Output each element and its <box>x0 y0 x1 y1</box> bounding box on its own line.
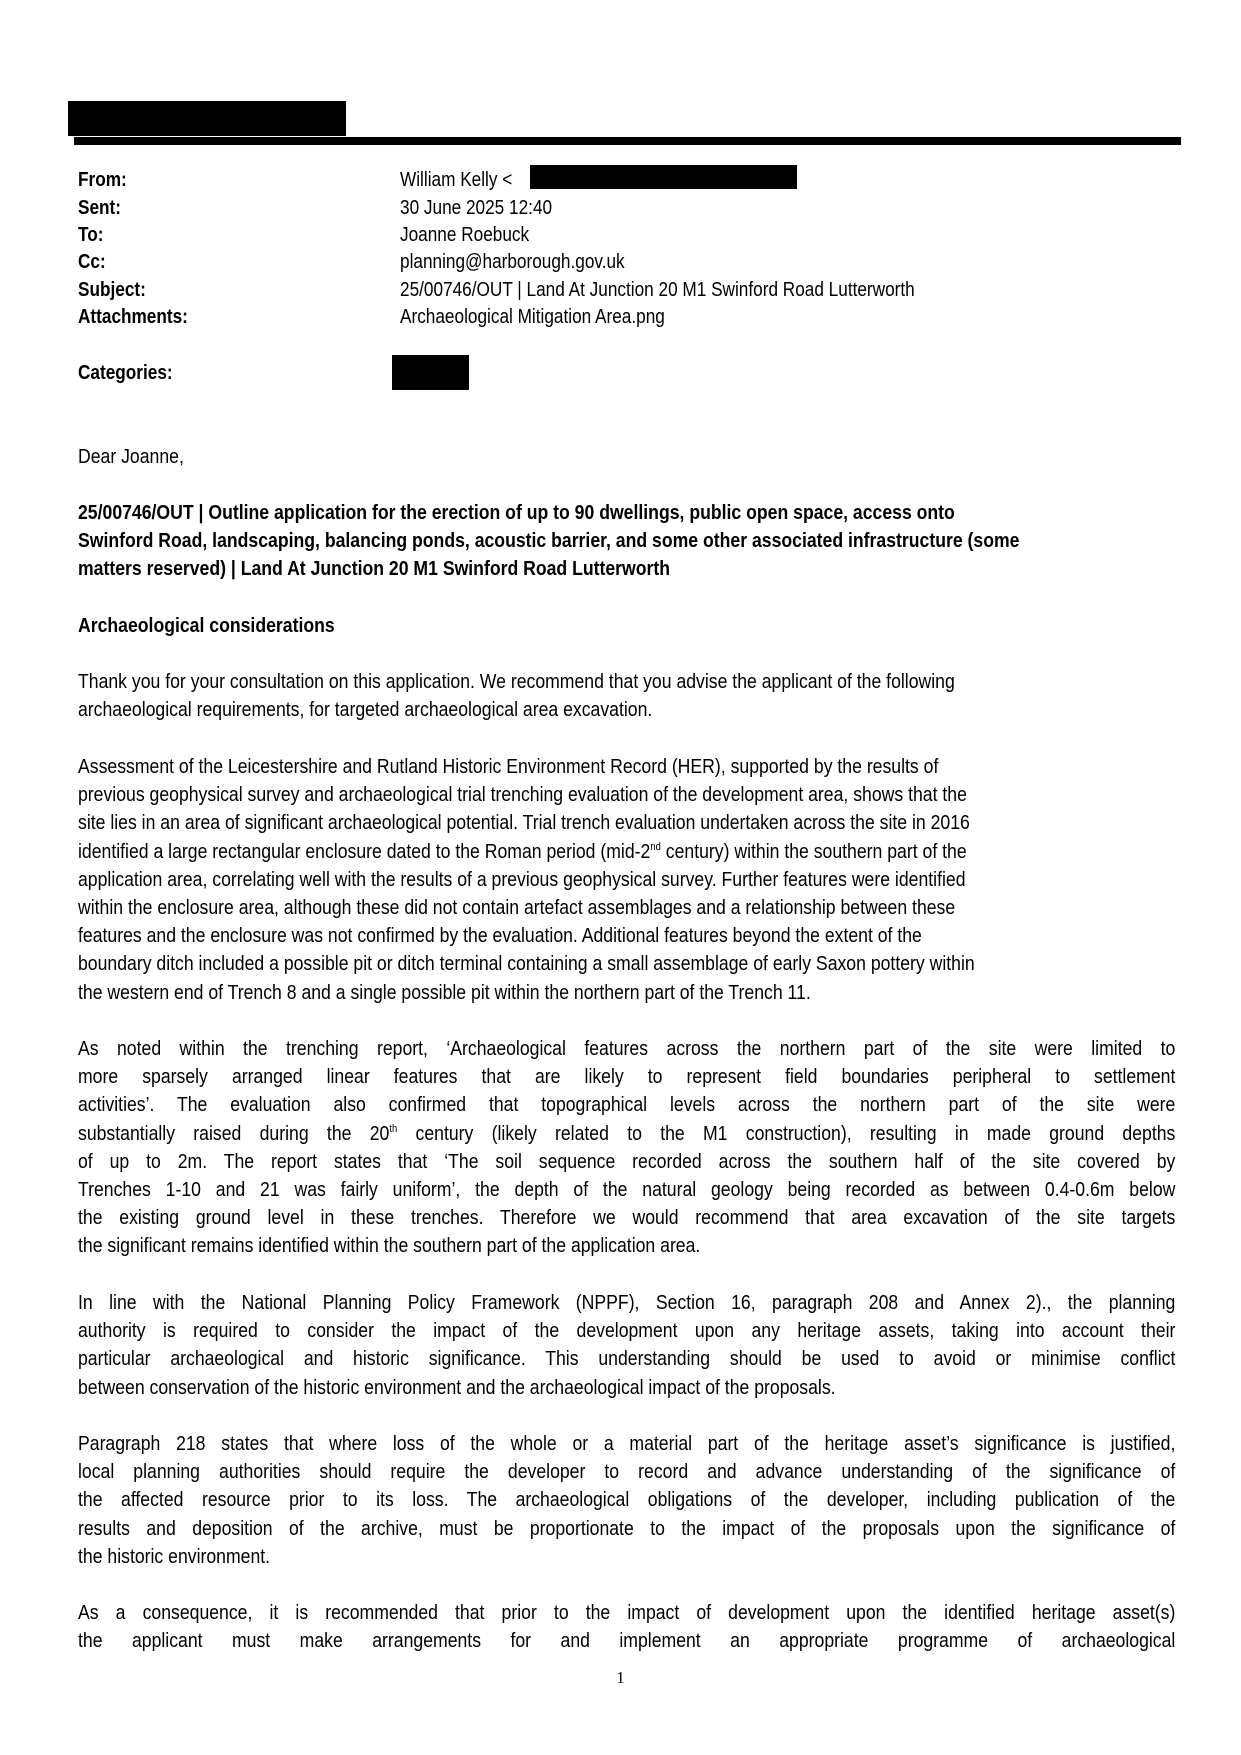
superscript: nd <box>650 840 661 853</box>
text-segment: archaeological requirements, for targeted archaeological area excavation. <box>78 698 653 722</box>
text-segment: site lies in an area of significant archaeological potential. Trial trench evaluation undertaken across the site in 2016 <box>78 811 970 835</box>
paragraph <box>78 668 1175 724</box>
text-line <box>78 1627 1175 1655</box>
text-segment: century (likely related to the M1 construction), resulting in made ground depths <box>397 1121 1176 1145</box>
text-segment: the significant remains identified within the southern part of the application area. <box>78 1234 701 1258</box>
paragraph <box>78 1289 1175 1402</box>
text-segment: authority is required to consider the impact of the development upon any heritage assets, taking into account their <box>78 1319 1176 1343</box>
text-line <box>78 809 1175 837</box>
paragraph <box>78 1430 1175 1571</box>
text-line <box>78 1486 1175 1514</box>
text-segment: substantially raised during the 20 <box>78 1121 390 1145</box>
application-title <box>78 499 1175 584</box>
text-line <box>78 950 1175 978</box>
text-line <box>78 1232 1175 1260</box>
text-segment: 25/00746/OUT | Outline application for the erection of up to 90 dwellings, public open space, access onto <box>78 501 955 524</box>
text-segment: Trenches 1-10 and 21 was fairly uniform’, the depth of the natural geology being recorded as between 0.4-0.6m below <box>78 1177 1176 1201</box>
text-line <box>78 1543 1175 1571</box>
paragraph <box>78 753 1175 1007</box>
text-segment: boundary ditch included a possible pit or ditch terminal containing a small assemblage of early Saxon pottery within <box>78 952 975 976</box>
text-line <box>78 555 1175 583</box>
text-line <box>78 1148 1175 1176</box>
text-line <box>78 1458 1175 1486</box>
text-segment: Thank you for your consultation on this application. We recommend that you advise the applicant of the following <box>78 670 955 693</box>
text-line <box>78 668 1175 696</box>
redacted-categories <box>392 355 469 390</box>
section-heading <box>78 612 1175 640</box>
text-segment: Paragraph 218 states that where loss of the whole or a material part of the heritage asset’s significance is justified, <box>78 1432 1176 1455</box>
text-line <box>78 1599 1175 1627</box>
header-label: Categories: <box>78 362 173 384</box>
header-divider <box>74 137 1181 145</box>
text-segment: activities’. The evaluation also confirmed that topographical levels across the northern part of the site were <box>78 1093 1176 1117</box>
header-value: Archaeological Mitigation Area.png <box>400 306 665 328</box>
text-segment: As a consequence, it is recommended that prior to the impact of development upon the identified heritage asset(s) <box>78 1601 1176 1624</box>
header-label: Attachments: <box>78 306 188 328</box>
header-label: To: <box>78 224 104 246</box>
text-segment: more sparsely arranged linear features that are likely to represent field boundaries peripheral to settlement <box>78 1065 1176 1089</box>
text-segment: Swinford Road, landscaping, balancing ponds, acoustic barrier, and some other associated infrastructure (some <box>78 529 1020 553</box>
paragraph <box>78 1035 1175 1261</box>
greeting <box>78 443 1175 471</box>
superscript: th <box>389 1122 398 1135</box>
text-line <box>78 866 1175 894</box>
greeting-text: Dear Joanne, <box>78 445 184 468</box>
text-segment: local planning authorities should require the developer to record and advance understanding of the significance of <box>78 1460 1176 1484</box>
text-line <box>78 1176 1175 1204</box>
text-segment: of up to 2m. The report states that ‘The soil sequence recorded across the southern half of the site covered by <box>78 1149 1176 1173</box>
text-segment: the affected resource prior to its loss. The archaeological obligations of the developer, including publication of the <box>78 1488 1176 1512</box>
text-line <box>78 1063 1175 1091</box>
text-line <box>78 1345 1175 1373</box>
header-value: 25/00746/OUT | Land At Junction 20 M1 Swinford Road Lutterworth <box>400 279 915 301</box>
text-segment: within the enclosure area, although these did not contain artefact assemblages and a relationship between these <box>78 895 956 919</box>
text-segment: the historic environment. <box>78 1544 271 1568</box>
text-segment: results and deposition of the archive, must be proportionate to the impact of the proposals upon the significance of <box>78 1516 1176 1540</box>
text-line <box>78 979 1175 1007</box>
text-segment: Assessment of the Leicestershire and Rutland Historic Environment Record (HER), supported by the results of <box>78 755 939 778</box>
header-value: Joanne Roebuck <box>400 224 530 246</box>
text-line <box>78 1430 1175 1458</box>
text-line <box>78 894 1175 922</box>
text-segment: As noted within the trenching report, ‘Archaeological features across the northern part of the site were limited to <box>78 1037 1176 1060</box>
header-value: William Kelly < <box>400 169 513 191</box>
header-label: Sent: <box>78 196 121 219</box>
text-line <box>78 1204 1175 1232</box>
header-label: From: <box>78 169 127 191</box>
text-segment: the existing ground level in these trenches. Therefore we would recommend that area excavation of the site targets <box>78 1206 1176 1230</box>
text-line <box>78 696 1175 724</box>
text-line <box>78 1035 1175 1063</box>
text-line <box>78 753 1175 781</box>
page-number: 1 <box>616 1668 625 1687</box>
text-segment: between conservation of the historic environment and the archaeological impact of the proposals. <box>78 1375 836 1399</box>
text-line <box>78 1515 1175 1543</box>
text-segment: features and the enclosure was not confirmed by the evaluation. Additional features beyond the extent of the <box>78 924 922 948</box>
text-line <box>78 612 1175 640</box>
text-segment: In line with the National Planning Policy Framework (NPPF), Section 16, paragraph 208 and Annex 2)., the planning <box>78 1291 1176 1314</box>
text-line <box>78 1374 1175 1402</box>
text-line <box>78 922 1175 950</box>
text-line <box>78 1317 1175 1345</box>
text-segment: the western end of Trench 8 and a single possible pit within the northern part of the Trench 11. <box>78 980 811 1004</box>
text-segment: identified a large rectangular enclosure dated to the Roman period (mid-2 <box>78 839 651 863</box>
header-value: 30 June 2025 12:40 <box>400 196 553 219</box>
redacted-sender-name <box>68 101 346 136</box>
text-line <box>78 1120 1175 1148</box>
text-segment: Archaeological considerations <box>78 614 335 637</box>
text-line <box>78 1091 1175 1119</box>
text-line <box>78 1289 1175 1317</box>
header-label: Cc: <box>78 251 106 273</box>
header-value: planning@harborough.gov.uk <box>400 251 625 273</box>
text-segment: previous geophysical survey and archaeological trial trenching evaluation of the development area, shows that the <box>78 783 967 807</box>
text-segment: the applicant must make arrangements for and implement an appropriate programme of archaeological <box>78 1629 1176 1653</box>
text-line <box>78 499 1175 527</box>
text-line <box>78 838 1175 866</box>
redacted-email-address <box>530 165 797 189</box>
text-line <box>78 781 1175 809</box>
text-segment: matters reserved) | Land At Junction 20 M1 Swinford Road Lutterworth <box>78 557 671 581</box>
text-segment: century) within the southern part of the <box>660 839 967 863</box>
text-segment: particular archaeological and historic significance. This understanding should be used to avoid or minimise conflict <box>78 1347 1176 1371</box>
text-segment: application area, correlating well with the results of a previous geophysical survey. Further features were identified <box>78 867 966 891</box>
text-line <box>78 527 1175 555</box>
header-label: Subject: <box>78 279 146 301</box>
paragraph <box>78 1599 1175 1655</box>
